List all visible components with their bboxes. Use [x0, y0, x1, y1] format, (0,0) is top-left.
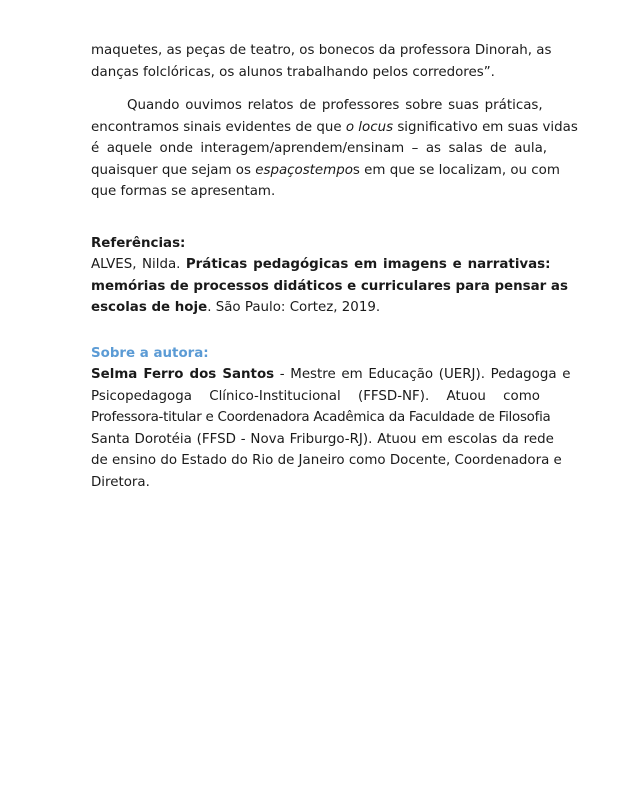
author-line4: Santa Dorotéia (FFSD - Nova Friburgo-RJ). Atuou em escolas da rede	[91, 431, 554, 447]
paragraph2-line2	[91, 117, 578, 139]
author-heading: Sobre a autora:	[91, 345, 209, 361]
author-line2-word3: (FFSD-NF).	[357, 388, 430, 404]
paragraph2-line4	[91, 160, 560, 182]
reference-entry	[91, 254, 568, 319]
paragraph2-line3: é aquele onde interagem/aprendem/ensinam – as salas de aula,	[91, 141, 548, 156]
author-line2	[91, 386, 540, 408]
paragraph2-line4-end: s em que se localizam, ou com	[352, 162, 560, 178]
author-line6: Diretora.	[91, 474, 150, 490]
reference-publisher: . São Paulo: Cortez, 2019.	[207, 300, 381, 315]
paragraph2-line2-end: significativo em suas vidas	[393, 119, 578, 135]
paragraph1-line2: danças folclóricas, os alunos trabalhando pelos corredores”.	[91, 64, 495, 80]
paragraph-locus	[91, 95, 578, 203]
paragraph2-line2-emphasis: o locus	[345, 119, 394, 135]
reference-line3	[91, 297, 540, 319]
author-line5: de ensino do Estado do Rio de Janeiro como Docente, Coordenadora e	[91, 453, 562, 468]
reference-author: ALVES, Nilda.	[91, 257, 186, 272]
author-line2-word2: Clínico-Institucional	[209, 388, 341, 404]
paragraph2-line4-emphasis: espaçostempo	[255, 162, 353, 178]
paragraph1-line1	[91, 40, 552, 62]
paragraph1-line1-text: maquetes, as peças de teatro, os bonecos da professora Dinorah, as	[91, 43, 552, 58]
author-line1	[91, 364, 571, 386]
author-bio	[91, 364, 571, 493]
paragraph2-line5: que formas se apresentam.	[91, 184, 276, 199]
reference-title-end: escolas de hoje	[91, 300, 208, 315]
author-line2-word1: Psicopedagoga	[91, 388, 192, 404]
paragraph2-line2-start: encontramos sinais evidentes de que	[91, 119, 346, 135]
paragraph-continuation	[91, 40, 552, 83]
reference-line2: memórias de processos didáticos e curriculares para pensar as	[91, 278, 568, 294]
author-line1-rest: - Mestre em Educação (UERJ). Pedagoga e	[274, 367, 571, 382]
reference-title-start: Práticas pedagógicas em imagens e narrativas:	[185, 257, 551, 272]
author-line3: Professora-titular e Coordenadora Acadêmica da Faculdade de Filosofia	[91, 410, 551, 425]
author-line2-word4: Atuou	[446, 388, 486, 404]
references-heading: Referências:	[91, 235, 186, 251]
author-line2-word5: como	[503, 388, 540, 404]
author-name: Selma Ferro dos Santos	[91, 367, 275, 382]
reference-line1	[91, 254, 551, 276]
paragraph2-line1: Quando ouvimos relatos de professores sobre suas práticas,	[127, 98, 543, 113]
document-page	[91, 40, 578, 493]
paragraph2-line4-start: quaisquer que sejam os	[91, 162, 256, 178]
